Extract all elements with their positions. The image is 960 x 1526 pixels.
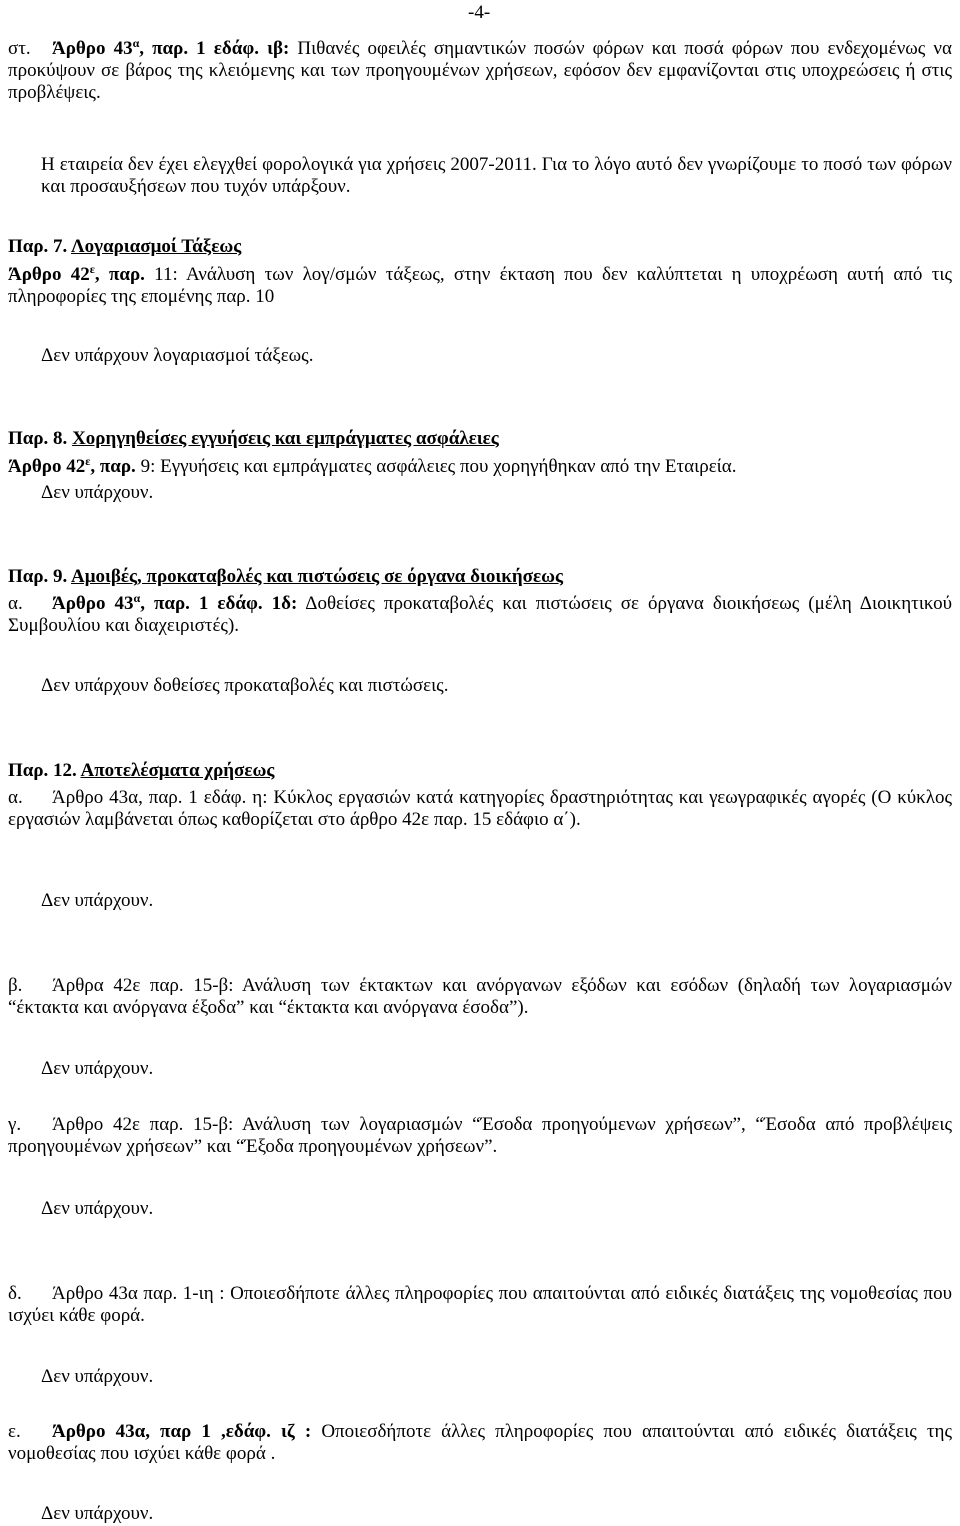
par12-item-a bbox=[8, 787, 952, 831]
par9-heading: Παρ. 9. Αμοιβές, προκαταβολές και πιστώσεις σε όργανα διοικήσεως bbox=[8, 566, 563, 587]
par8-body bbox=[8, 456, 952, 478]
section-st-note: Η εταιρεία δεν έχει ελεγχθεί φορολογικά για χρήσεις 2007-2011. Για το λόγο αυτό δεν γνωρίζουμε το ποσό των φόρων και προσαυξήσεων που τυχόν υπάρξουν. bbox=[41, 154, 952, 197]
article-ref: Άρθρο $42^\varepsilon$, παρ. bbox=[8, 454, 136, 477]
article-ref: Άρθρο 43α, παρ 1 ,εδάφ. ιζ : bbox=[52, 1421, 312, 1442]
article-ref: Άρθρο $43^\alpha$, παρ. 1 εδάφ. 1δ: bbox=[52, 591, 298, 614]
par12-e-note: Δεν υπάρχουν. bbox=[41, 1503, 154, 1524]
item-text: Οποιεσδήποτε άλλες πληροφορίες που απαιτούνται από ειδικές διατάξεις της νομοθεσίας που ισχύει κάθε φορά . bbox=[8, 1421, 952, 1464]
item-text: Πιθανές οφειλές σημαντικών ποσών φόρων και ποσά φόρων που ενδεχομένως να προκύψουν σε βάρος της κλειόμενης και των προηγουμένων χρήσεων, εφόσον δεν εμφανίζονται στις υποχρεώσεις ή στις προβλέψεις. bbox=[8, 38, 952, 103]
par12-heading: Παρ. 12. Αποτελέσματα χρήσεως bbox=[8, 760, 275, 781]
item-text: 9: Εγγυήσεις και εμπράγματες ασφάλειες που χορηγήθηκαν από την Εταιρεία. bbox=[135, 456, 737, 477]
par12-c-note: Δεν υπάρχουν. bbox=[41, 1198, 154, 1219]
par12-item-e bbox=[8, 1421, 952, 1465]
item-text: Άρθρο 43α παρ. 1-ιη : Οποιεσδήποτε άλλες πληροφορίες που απαιτούνται από ειδικές διατάξεις της νομοθεσίας που ισχύει κάθε φορά. bbox=[8, 1283, 952, 1326]
par12-d-note: Δεν υπάρχουν. bbox=[41, 1366, 154, 1387]
item-lead: α. bbox=[8, 593, 23, 614]
par12-item-d bbox=[8, 1283, 952, 1327]
article-ref: Άρθρο $42^\varepsilon$, παρ. bbox=[8, 262, 145, 285]
item-lead: γ. bbox=[8, 1114, 22, 1135]
par8-heading: Παρ. 8. Χορηγηθείσες εγγυήσεις και εμπράγματες ασφάλειες bbox=[8, 428, 499, 449]
item-text: 11: Ανάλυση των λογ/σμών τάξεως, στην έκταση που δεν καλύπτεται η υποχρέωση αυτή από τις πληροφορίες της επομένης παρ. 10 bbox=[8, 264, 952, 307]
page-number: -4- bbox=[468, 2, 491, 23]
par8-note: Δεν υπάρχουν. bbox=[41, 482, 154, 503]
par12-b-note: Δεν υπάρχουν. bbox=[41, 1058, 154, 1079]
par7-body bbox=[8, 264, 952, 308]
item-lead: β. bbox=[8, 975, 23, 996]
item-lead: α. bbox=[8, 787, 23, 808]
section-st bbox=[8, 38, 952, 104]
item-lead: δ. bbox=[8, 1283, 22, 1304]
item-lead: ε. bbox=[8, 1421, 21, 1442]
par7-note: Δεν υπάρχουν λογαριασμοί τάξεως. bbox=[41, 345, 314, 366]
item-text: Άρθρα 42ε παρ. 15-β: Ανάλυση των έκτακτων και ανόργανων εξόδων και εσόδων (δηλαδή των λογαριασμών “έκτακτα και ανόργανα έξοδα” και “έκτακτα και ανόργανα έσοδα”). bbox=[8, 975, 952, 1018]
par9-note: Δεν υπάρχουν δοθείσες προκαταβολές και πιστώσεις. bbox=[41, 675, 449, 696]
par12-item-c bbox=[8, 1114, 952, 1158]
item-text: Δοθείσες προκαταβολές και πιστώσεις σε όργανα διοικήσεως (μέλη Διοικητικού Συμβουλίου και διαχειριστές). bbox=[8, 593, 952, 636]
item-text: Άρθρο 43α, παρ. 1 εδάφ. η: Κύκλος εργασιών κατά κατηγορίες δραστηριότητας και γεωγραφικές αγορές (Ο κύκλος εργασιών λαμβάνεται όπως καθορίζεται στο άρθρο 42ε παρ. 15 εδάφιο α΄). bbox=[8, 787, 952, 830]
par9-body bbox=[8, 593, 952, 637]
par7-heading: Παρ. 7. Λογαριασμοί Τάξεως bbox=[8, 236, 242, 257]
par12-a-note: Δεν υπάρχουν. bbox=[41, 890, 154, 911]
article-ref: Άρθρο $43^\alpha$, παρ. 1 εδάφ. ιβ: bbox=[52, 36, 290, 59]
par12-item-b bbox=[8, 975, 952, 1019]
item-lead: στ. bbox=[8, 38, 31, 59]
item-text: Άρθρο 42ε παρ. 15-β: Ανάλυση των λογαριασμών “Έσοδα προηγούμενων χρήσεων”, “Έσοδα από προβλέψεις προηγουμένων χρήσεων” και “Έξοδα προηγουμένων χρήσεων”. bbox=[8, 1114, 952, 1157]
